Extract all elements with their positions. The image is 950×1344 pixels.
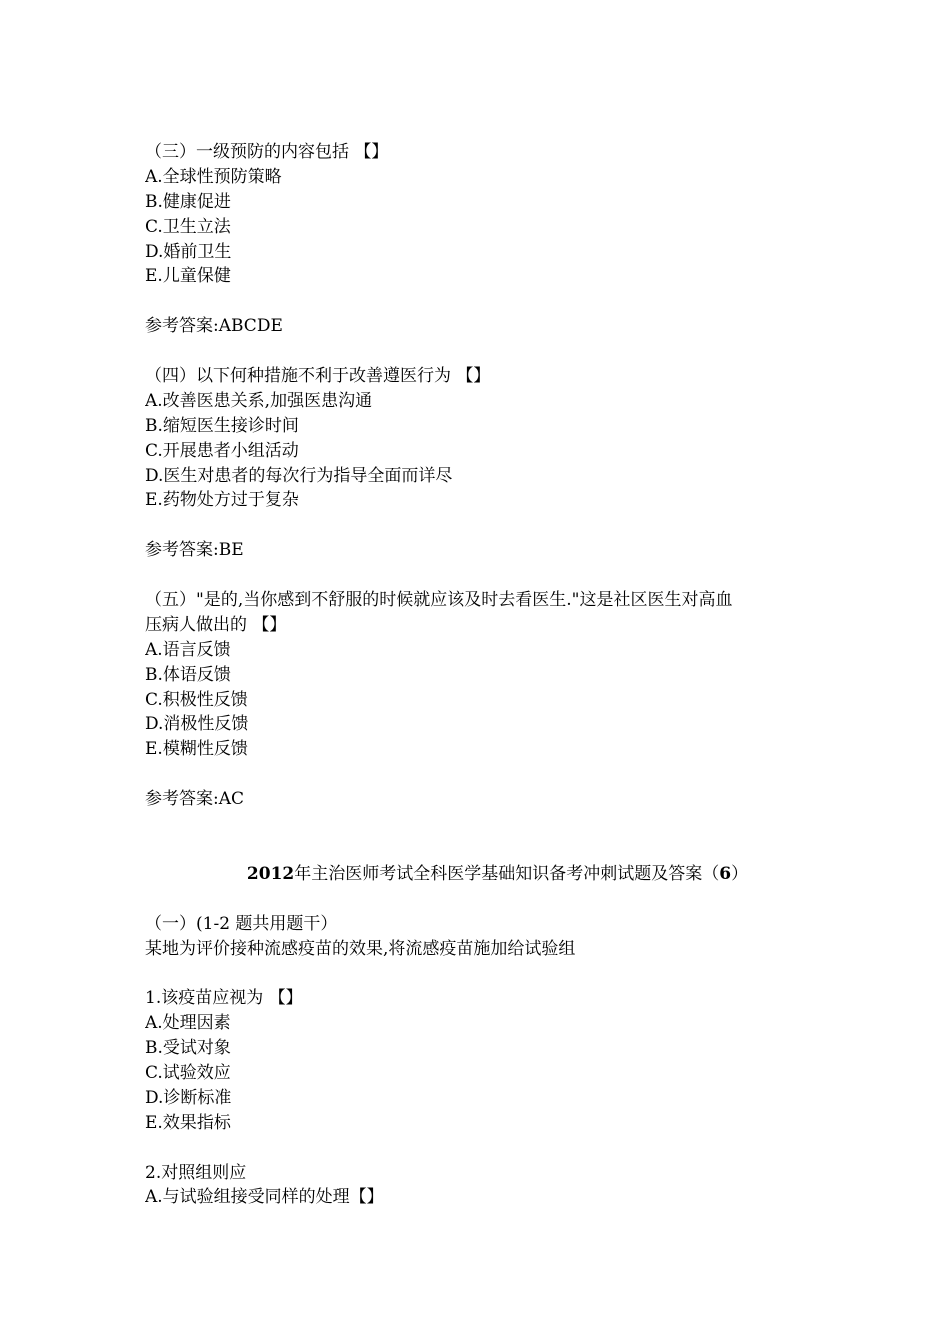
question-4-option-a: A.改善医患关系,加强医患沟通 (145, 390, 373, 411)
question-3-option-c: C.卫生立法 (145, 216, 231, 237)
question-4-option-d: D.医生对患者的每次行为指导全面而详尽 (145, 465, 453, 486)
question-3-option-b: B.健康促进 (145, 191, 231, 212)
section-title (145, 862, 825, 887)
section-title-year: 2012 (246, 863, 295, 884)
question-2-option-a: A.与试验组接受同样的处理【】 (145, 1187, 384, 1208)
spacer (145, 887, 825, 912)
question-1-option-a: A.处理因素 (145, 1013, 231, 1034)
group-header: （一）(1-2 题共用题干） (145, 913, 338, 934)
question-1-option-d: D.诊断标准 (145, 1087, 232, 1108)
spacer (145, 513, 825, 538)
question-5-answer: 参考答案:AC (145, 789, 245, 810)
question-1-option-e: E.效果指标 (145, 1112, 231, 1133)
question-3-stem: （三）一级预防的内容包括 【】 (145, 142, 389, 162)
section-title-number: 6 (719, 863, 732, 884)
question-5-option-b: B.体语反馈 (145, 664, 231, 685)
document-body (145, 140, 825, 1210)
section-title-text: 年主治医师考试全科医学基础知识备考冲刺试题及答案（ (294, 863, 720, 884)
question-5-stem-line-2: 压病人做出的 【】 (145, 614, 287, 635)
question-3-answer: 参考答案:ABCDE (145, 316, 283, 337)
spacer (145, 837, 825, 862)
spacer (145, 812, 825, 837)
question-5-stem-line-1: （五）"是的,当你感到不舒服的时候就应该及时去看医生."这是社区医生对高血 (145, 590, 733, 611)
spacer (145, 289, 825, 314)
spacer (145, 762, 825, 787)
question-3-option-a: A.全球性预防策略 (145, 166, 282, 187)
question-1-stem: 1.该疫苗应视为 【】 (145, 988, 303, 1009)
question-4-option-b: B.缩短医生接诊时间 (145, 415, 299, 436)
question-4-stem: （四）以下何种措施不利于改善遵医行为 【】 (145, 366, 491, 387)
question-2-stem: 2.对照组则应 (145, 1162, 247, 1183)
question-3-option-e: E.儿童保健 (145, 266, 231, 287)
question-4-option-e: E.药物处方过于复杂 (145, 490, 299, 511)
spacer (145, 563, 825, 588)
question-5-option-d: D.消极性反馈 (145, 714, 249, 735)
question-4-option-c: C.开展患者小组活动 (145, 440, 299, 461)
question-1-option-c: C.试验效应 (145, 1062, 231, 1083)
section-title-close: ） (731, 863, 749, 884)
spacer (145, 1136, 825, 1161)
question-1-option-b: B.受试对象 (145, 1038, 231, 1059)
spacer (145, 961, 825, 986)
question-5-option-a: A.语言反馈 (145, 639, 231, 660)
question-4-answer: 参考答案:BE (145, 540, 244, 561)
question-5-option-c: C.积极性反馈 (145, 689, 248, 710)
group-stem: 某地为评价接种流感疫苗的效果,将流感疫苗施加给试验组 (145, 938, 576, 959)
question-3-option-d: D.婚前卫生 (145, 241, 232, 262)
question-5-option-e: E.模糊性反馈 (145, 739, 248, 760)
spacer (145, 339, 825, 364)
